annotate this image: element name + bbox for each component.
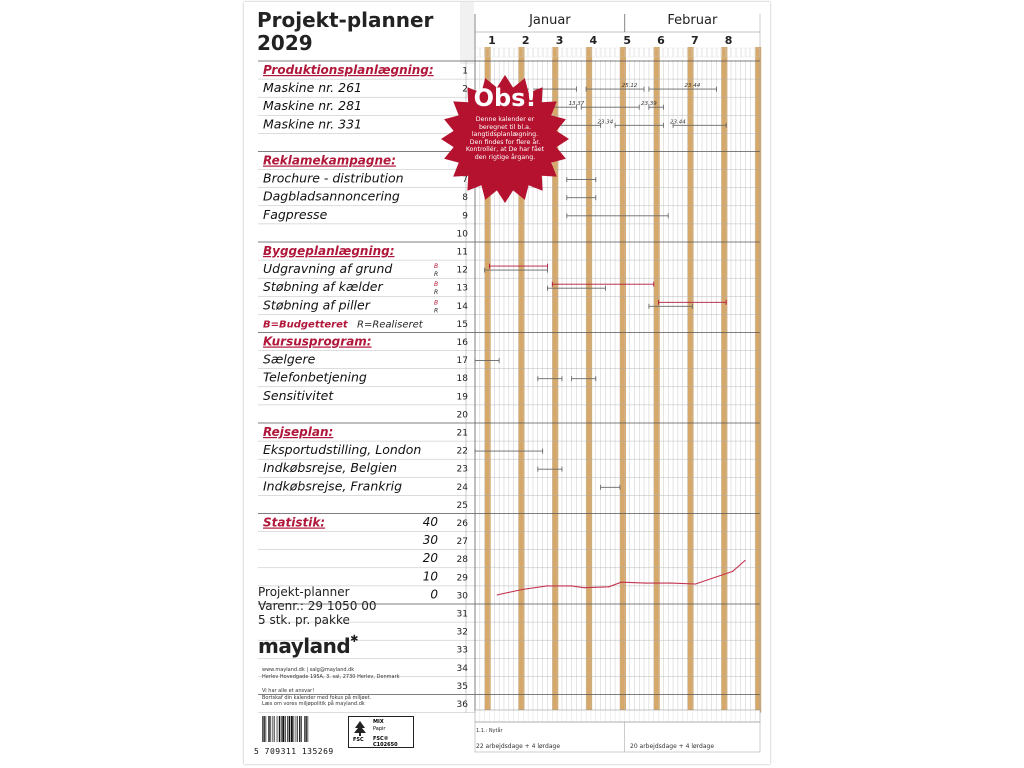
stat-point <box>546 585 547 586</box>
stat-point <box>645 583 646 584</box>
budget-letter: B <box>434 263 439 271</box>
stat-scale-label: 30 <box>422 533 438 548</box>
row-number: 8 <box>462 193 468 204</box>
day-cell <box>543 48 547 57</box>
fsc-label: FSC <box>353 737 364 743</box>
planner-item: Støbning af piller <box>263 297 370 313</box>
barcode-bar <box>301 716 302 742</box>
day-cell <box>669 48 673 57</box>
planner-item: Fagpresse <box>263 206 328 222</box>
day-cell <box>746 48 750 57</box>
day-cell <box>495 48 499 57</box>
contact-info <box>262 667 462 680</box>
barcode-bar <box>299 716 300 742</box>
fsc-badge <box>348 716 414 748</box>
env-line3: Læs om vores miljøpolitik på mayland.dk <box>262 701 365 707</box>
day-cell <box>732 48 736 57</box>
row-number: 26 <box>456 519 468 529</box>
badge-text: Denne kalender er beregnet til bl.a. langtidsplanlægning. Den findes for flere år. Kontrollér, at De har fået den rigtige årgang. <box>465 116 545 161</box>
week-number: 3 <box>555 34 564 47</box>
month-label: Februar <box>667 13 718 28</box>
barcode-bar <box>273 716 274 742</box>
day-cell <box>504 48 508 57</box>
planner-item: Indkøbsrejse, Frankrig <box>263 478 403 494</box>
planner-item: Telefonbetjening <box>263 369 367 385</box>
bar-annotation: 23.34 <box>597 119 614 126</box>
week-number: 1 <box>488 34 496 47</box>
day-cell <box>635 48 639 57</box>
day-cell <box>567 48 571 57</box>
month-label: Januar <box>529 13 571 28</box>
row-number: 19 <box>456 392 468 403</box>
row-number: 31 <box>456 609 468 620</box>
bar-annotation: 23.39 <box>641 101 657 108</box>
day-cell <box>678 48 682 57</box>
barcode-bar <box>277 716 278 742</box>
day-cell <box>577 48 581 57</box>
product-varenr: Varenr.: 29 1050 00 <box>258 599 377 613</box>
row-number: 25 <box>456 500 468 511</box>
barcode-bar <box>305 716 306 742</box>
stat-point <box>695 583 696 584</box>
row-number: 24 <box>456 482 468 493</box>
stat-point <box>608 586 609 587</box>
env-line1: Vi har alle et ansvar! <box>262 688 315 694</box>
day-cell <box>601 48 605 57</box>
planner-item: Støbning af kælder <box>263 279 383 295</box>
contact-line1: www.mayland.dk | salg@mayland.dk <box>262 667 355 673</box>
week-number: 5 <box>623 34 631 47</box>
planner-item: Maskine nr. 281 <box>263 98 362 114</box>
weekend-stripe <box>654 47 660 713</box>
day-cell <box>611 48 615 57</box>
env-line2: Bortskaf din kalender med fokus på miljøet. <box>262 694 372 701</box>
day-cell <box>476 48 480 57</box>
planner-item: Maskine nr. 331 <box>263 116 362 132</box>
section-heading: Byggeplanlægning: <box>263 244 395 258</box>
stat-point <box>732 571 733 572</box>
realised-letter: R <box>434 307 439 315</box>
section-heading: Reklamekampagne: <box>263 153 396 168</box>
bar-annotation: 23.44 <box>684 83 701 90</box>
day-cell <box>649 48 653 57</box>
day-cell <box>562 48 566 57</box>
day-cell <box>582 48 586 57</box>
page-year: 2029 <box>257 31 313 55</box>
bar-annotation: 23.44 <box>670 119 686 126</box>
planner-item: Eksportudstilling, London <box>263 442 422 458</box>
day-cell <box>703 48 707 57</box>
planner-item: Udgravning af grund <box>263 261 393 277</box>
planner-item: Brochure - distribution <box>263 170 404 186</box>
barcode-bar <box>289 716 290 742</box>
weekend-stripe <box>755 47 761 713</box>
day-cell <box>509 48 513 57</box>
product-info <box>258 585 458 627</box>
product-name: Projekt-planner <box>258 585 350 599</box>
day-cell <box>683 48 687 57</box>
day-cell <box>616 48 620 57</box>
barcode-bar <box>266 716 267 742</box>
barcode-bar <box>285 716 286 742</box>
stat-point <box>522 589 523 590</box>
stat-scale-label: 40 <box>422 515 438 529</box>
brand-logo <box>258 634 358 658</box>
day-cell <box>630 48 634 57</box>
stat-point <box>670 583 671 584</box>
realised-letter: R <box>434 289 439 297</box>
barcode-bar <box>279 716 280 742</box>
day-cell <box>707 48 711 57</box>
fsc-mix: MIX <box>373 719 384 725</box>
bar-annotation: 25.12 <box>621 83 638 90</box>
row-number: 7 <box>462 175 468 186</box>
stat-scale-label: 0 <box>430 587 438 602</box>
day-cell <box>572 48 576 57</box>
bar-annotation: 13.37 <box>568 101 585 108</box>
day-cell <box>640 48 644 57</box>
product-pack: 5 stk. pr. pakke <box>258 613 350 627</box>
week-number: 8 <box>724 34 733 47</box>
barcode-bar <box>296 716 297 742</box>
planner-item: Dagbladsannoncering <box>263 188 400 204</box>
row-number: 17 <box>456 356 468 367</box>
legend-budget: B=Budgetteret <box>263 319 348 331</box>
week-number: 6 <box>657 34 665 47</box>
row-number: 11 <box>456 247 468 258</box>
row-number: 13 <box>456 283 468 294</box>
week-number: 7 <box>690 34 699 47</box>
day-cell <box>533 48 537 57</box>
day-cell <box>596 48 600 57</box>
row-number: 20 <box>456 410 468 421</box>
row-number: 15 <box>456 319 468 330</box>
barcode-bar <box>270 716 271 742</box>
day-cell <box>500 48 504 57</box>
weekend-stripe <box>721 47 727 713</box>
row-number: 9 <box>462 211 468 222</box>
budget-letter: B <box>434 281 439 289</box>
row-number: 16 <box>456 338 468 348</box>
row-number: 2 <box>462 84 468 95</box>
barcode-bar <box>263 716 264 742</box>
row-number: 27 <box>456 537 468 548</box>
environment-note <box>262 688 462 708</box>
barcode-bar <box>262 716 263 742</box>
weekend-stripe <box>620 47 626 713</box>
day-cell <box>529 48 533 57</box>
realised-letter: R <box>434 271 439 279</box>
barcode-bar <box>294 716 295 742</box>
day-cell <box>717 48 721 57</box>
row-number: 30 <box>456 591 468 602</box>
day-cell <box>538 48 542 57</box>
badge-title: Obs! <box>473 84 537 112</box>
stat-point <box>744 560 745 561</box>
weekend-stripe <box>586 47 592 713</box>
stat-scale-label: 20 <box>422 551 438 566</box>
row-number: 33 <box>456 645 468 656</box>
barcode-bar <box>282 716 284 742</box>
row-number: 21 <box>456 428 468 439</box>
row-number: 22 <box>456 446 468 457</box>
day-cell <box>712 48 716 57</box>
footer-note: 1.1.: Nytår <box>476 728 503 734</box>
stat-point <box>583 587 584 588</box>
day-cell <box>514 48 518 57</box>
barcode-bar <box>274 716 275 742</box>
day-cell <box>548 48 552 57</box>
row-number: 32 <box>456 627 468 638</box>
planner-item: Sælgere <box>263 351 316 367</box>
barcode-bar <box>304 716 305 742</box>
row-number: 36 <box>456 700 468 710</box>
barcode-bar <box>287 716 288 742</box>
budget-letter: B <box>434 299 439 307</box>
section-heading: Kursusprogram: <box>263 334 372 349</box>
barcode-bar <box>297 716 298 742</box>
page-title: Projekt-planner <box>257 8 434 32</box>
day-cell <box>606 48 610 57</box>
row-number: 10 <box>456 229 468 240</box>
tree-icon <box>353 720 367 736</box>
legend-realised: R=Realiseret <box>357 319 423 331</box>
section-heading: Produktionsplanlægning: <box>263 63 434 77</box>
stat-point <box>497 594 498 595</box>
brand-name: mayland <box>258 634 351 658</box>
day-cell <box>736 48 740 57</box>
day-cell <box>480 48 484 57</box>
barcode-bar <box>281 716 282 742</box>
barcode-number: 5 709311 135269 <box>254 747 334 756</box>
brand-star-icon: ✱ <box>350 634 359 645</box>
day-cell <box>741 48 745 57</box>
bottom-day-strip <box>475 710 760 722</box>
row-number: 12 <box>456 265 468 276</box>
barcode-bar <box>268 716 269 742</box>
day-cell <box>645 48 649 57</box>
week-number: 4 <box>589 34 598 47</box>
planner-item: Indkøbsrejse, Belgien <box>263 460 398 476</box>
stat-point <box>621 582 622 583</box>
day-cell <box>751 48 755 57</box>
section-heading: Statistik: <box>263 515 326 530</box>
row-number: 34 <box>456 663 468 674</box>
barcode-bar <box>308 716 309 742</box>
day-cell <box>674 48 678 57</box>
contact-line2: Herlev Hovedgade 195A, 3. sal, 2730 Herlev, Denmark <box>262 673 400 680</box>
stat-scale-label: 10 <box>422 569 438 584</box>
day-cell <box>664 48 668 57</box>
stat-point <box>571 585 572 586</box>
fsc-papir: Papir <box>373 726 386 732</box>
row-number: 14 <box>456 301 468 312</box>
planner-item: Sensitivitet <box>263 387 334 403</box>
barcode-icon <box>258 716 338 744</box>
row-number: 23 <box>456 464 468 475</box>
row-number: 28 <box>456 555 468 566</box>
section-heading: Rejseplan: <box>263 425 334 439</box>
row-number: 1 <box>462 66 468 77</box>
row-number: 29 <box>456 573 468 584</box>
obs-badge <box>440 74 570 204</box>
row-number: 35 <box>456 681 468 692</box>
row-number: 18 <box>456 374 468 385</box>
day-cell <box>698 48 702 57</box>
footer-february-days: 20 arbejdsdage + 4 lørdage <box>630 743 715 750</box>
barcode-bar <box>291 716 293 742</box>
week-number: 2 <box>521 34 530 47</box>
planner-sheet <box>244 2 770 764</box>
fsc-code: FSC® C102650 <box>373 736 398 748</box>
planner-item: Maskine nr. 261 <box>263 80 362 96</box>
footer-january-days: 22 arbejdsdage + 4 lørdage <box>476 743 561 750</box>
weekend-stripe <box>688 47 694 713</box>
